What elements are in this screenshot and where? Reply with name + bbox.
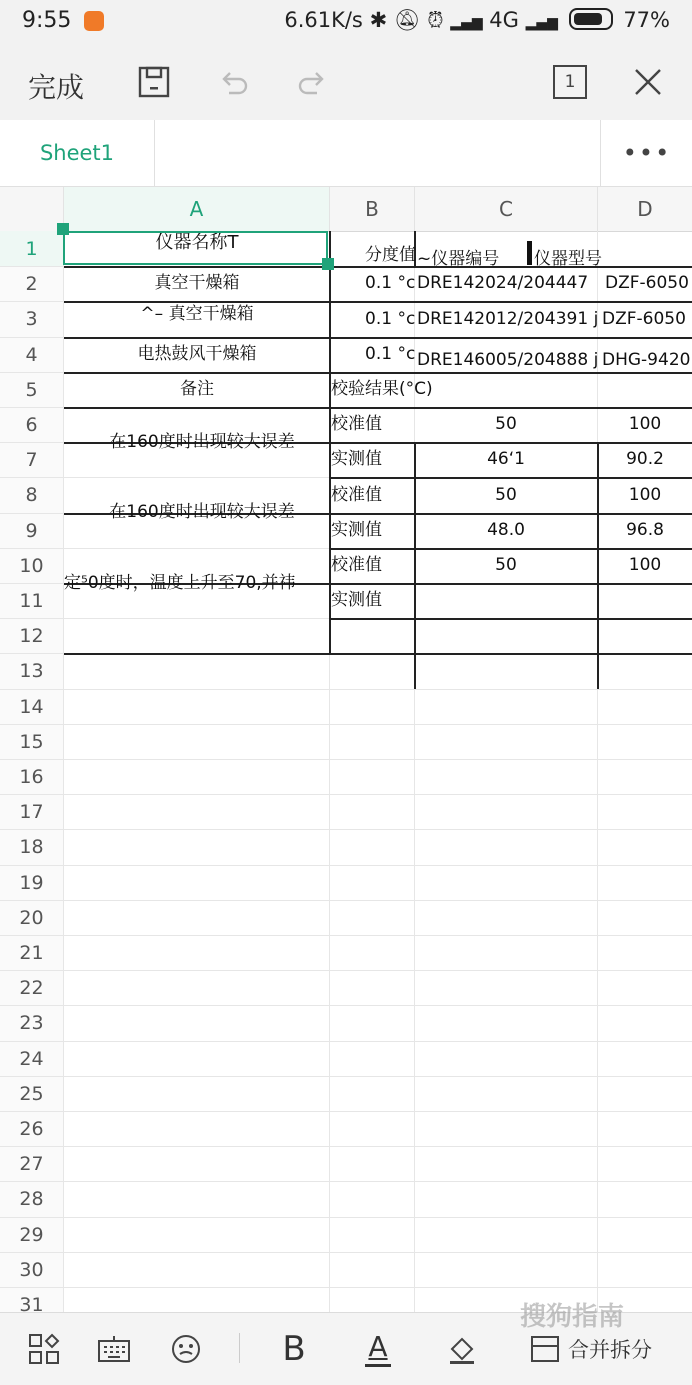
cell-a1[interactable]: 仪器名称T [155, 232, 239, 253]
gridline [0, 865, 692, 866]
gridline [63, 231, 64, 1312]
watermark-text: 搜狗指南 [520, 1302, 625, 1332]
battery-percent: 77% [623, 8, 670, 32]
row-header[interactable]: 5 [0, 372, 64, 407]
fill-color-icon[interactable] [440, 1313, 484, 1385]
gridline [0, 970, 692, 971]
network-speed: 6.61K/s [284, 8, 363, 32]
cell-a6[interactable]: 在160度时出现较大误差 [109, 432, 295, 452]
cell-d4[interactable]: DHG-9420 [602, 350, 691, 370]
apps-grid-icon[interactable] [22, 1313, 66, 1385]
top-toolbar [0, 44, 692, 121]
text-color-button[interactable] [356, 1313, 400, 1385]
bluetooth-icon: ✱ [369, 8, 388, 32]
selection-handle-start[interactable] [57, 223, 69, 235]
status-right-group [284, 8, 670, 33]
row-header[interactable]: 12 [0, 618, 64, 653]
cell-b6[interactable]: 校准值 [331, 414, 382, 434]
gridline [0, 900, 692, 901]
cell-selection[interactable] [63, 231, 328, 265]
column-header-b[interactable]: B [330, 187, 415, 232]
keyboard-icon[interactable] [92, 1313, 136, 1385]
select-all-corner[interactable] [0, 187, 64, 232]
cell-d6[interactable]: 100 [628, 414, 662, 434]
cell-b7[interactable]: 实测值 [331, 449, 382, 469]
gridline [0, 1146, 692, 1147]
save-icon[interactable] [132, 44, 176, 120]
cell-c4[interactable]: DRE146005/204888 j [417, 350, 599, 370]
signal-icon: ▂▄▆ [450, 15, 483, 31]
cell-c3[interactable]: DRE142012/204391 j [417, 309, 599, 329]
gridline [0, 724, 692, 725]
row-header[interactable]: 16 [0, 759, 64, 794]
cell-d9[interactable]: 96.8 [626, 520, 664, 540]
redo-icon[interactable] [290, 44, 334, 120]
cell-d8[interactable]: 100 [628, 485, 662, 505]
row-header[interactable]: 25 [0, 1076, 64, 1111]
cell-d3[interactable]: DZF-6050 [602, 309, 686, 329]
cell-c8[interactable]: 50 [495, 485, 517, 505]
row-header[interactable]: 2 [0, 266, 64, 301]
cell-b3[interactable]: 0.1 °c [365, 309, 416, 329]
cell-b2[interactable]: 0.1 °c [365, 273, 416, 293]
gridline [0, 1076, 692, 1077]
row-header[interactable]: 28 [0, 1181, 64, 1217]
notification-app-icon [84, 11, 104, 31]
row-header[interactable]: 22 [0, 970, 64, 1005]
row-header[interactable]: 18 [0, 829, 64, 865]
text-color-swatch [365, 1364, 391, 1367]
merge-icon [530, 1334, 560, 1364]
text-color-label: A [368, 1329, 388, 1363]
undo-icon[interactable] [212, 44, 256, 120]
cell-border [330, 618, 692, 620]
close-icon[interactable] [626, 44, 670, 120]
row-header[interactable]: 31 [0, 1287, 64, 1312]
cell-b1[interactable]: 分度值 [365, 245, 416, 265]
cell-a8[interactable]: 在160度时出现较大误差 [109, 502, 295, 522]
battery-icon [569, 8, 613, 30]
cell-b9[interactable]: 实测值 [331, 520, 382, 540]
spreadsheet-grid[interactable] [0, 187, 692, 1312]
row-header[interactable]: 20 [0, 900, 64, 935]
cell-a3[interactable]: ^– 真空干燥箱 [140, 304, 254, 324]
column-header-d[interactable]: D [598, 187, 692, 232]
gridline [0, 794, 692, 795]
page-count: 1 [553, 65, 587, 99]
cell-a4[interactable]: 电热鼓风干燥箱 [137, 344, 257, 364]
row-header[interactable]: 7 [0, 442, 64, 477]
cell-b11[interactable]: 实测值 [331, 590, 382, 610]
cell-c9[interactable]: 48.0 [487, 520, 525, 540]
gridline [0, 1252, 692, 1253]
cell-c10[interactable]: 50 [495, 555, 517, 575]
status-bar [0, 0, 692, 44]
row-header[interactable]: 13 [0, 653, 64, 689]
gridline [0, 689, 692, 690]
row-header[interactable]: 3 [0, 301, 64, 337]
tab-sheet1[interactable]: Sheet1 [0, 120, 155, 186]
column-header-a[interactable]: A [64, 187, 330, 232]
cell-a10[interactable]: 定⁵0度时，温度上升至70,并祎 [64, 573, 296, 593]
row-header[interactable]: 6 [0, 407, 64, 442]
row-header[interactable]: 9 [0, 513, 64, 548]
cell-c1[interactable]: ~仪器编号 [417, 249, 500, 266]
status-time: 9:55 [22, 8, 72, 33]
cell-d7[interactable]: 90.2 [626, 449, 664, 469]
row-header[interactable]: 15 [0, 724, 64, 759]
gridline [0, 759, 692, 760]
mute-icon: 🔕︎ [393, 8, 421, 32]
row-header[interactable]: 26 [0, 1111, 64, 1146]
row-header[interactable]: 30 [0, 1252, 64, 1287]
gridline [0, 1005, 692, 1006]
row-header[interactable]: 11 [0, 583, 64, 618]
text-cursor-mark [527, 241, 532, 265]
row-header[interactable]: 17 [0, 794, 64, 829]
row-header[interactable]: 4 [0, 337, 64, 372]
alarm-icon: ⏰︎ [427, 8, 444, 32]
bold-button[interactable]: B [282, 1329, 306, 1369]
toolbar-divider [239, 1333, 240, 1363]
done-button[interactable]: 完成 [28, 71, 85, 104]
signal-icon-2: ▂▄▆ [525, 15, 558, 31]
cell-a2[interactable]: 真空干燥箱 [154, 273, 240, 293]
cell-c7[interactable]: 46‘1 [487, 449, 525, 469]
page-count-button[interactable] [548, 44, 592, 120]
gridline [0, 935, 692, 936]
cell-b10[interactable]: 校准值 [331, 555, 382, 575]
row-header[interactable]: 8 [0, 477, 64, 513]
network-type: 4G [489, 8, 519, 32]
row-header[interactable]: 14 [0, 689, 64, 724]
sheet-tab-bar [0, 120, 692, 187]
cell-c6[interactable]: 50 [495, 414, 517, 434]
selection-handle-end[interactable] [322, 258, 334, 270]
cell-b4[interactable]: 0.1 °c [365, 344, 416, 364]
row-header[interactable]: 23 [0, 1005, 64, 1041]
column-header-c[interactable]: C [415, 187, 598, 232]
assistant-face-icon[interactable] [164, 1313, 208, 1385]
merge-label: 合并拆分 [568, 1338, 652, 1362]
row-header[interactable]: 21 [0, 935, 64, 970]
cell-b5[interactable]: 校验结果(°C) [331, 379, 433, 399]
more-icon[interactable]: ••• [600, 120, 692, 186]
cell-d2[interactable]: DZF-6050 [605, 273, 689, 293]
row-header[interactable]: 1 [0, 231, 64, 266]
gridline [0, 1111, 692, 1112]
cell-c1b[interactable]: 仪器型号 [534, 249, 602, 266]
row-header[interactable]: 10 [0, 548, 64, 583]
row-header[interactable]: 24 [0, 1041, 64, 1076]
gridline [0, 1041, 692, 1042]
gridline [0, 1217, 692, 1218]
gridline [0, 829, 692, 830]
row-header[interactable]: 19 [0, 865, 64, 900]
gridline [0, 1287, 692, 1288]
cell-a5[interactable]: 备注 [180, 379, 214, 399]
cell-d10[interactable]: 100 [628, 555, 662, 575]
cell-c2[interactable]: DRE142024/204447 [417, 273, 589, 293]
row-header[interactable]: 29 [0, 1217, 64, 1252]
gridline [0, 1181, 692, 1182]
row-header[interactable]: 27 [0, 1146, 64, 1181]
cell-b8[interactable]: 校准值 [331, 485, 382, 505]
